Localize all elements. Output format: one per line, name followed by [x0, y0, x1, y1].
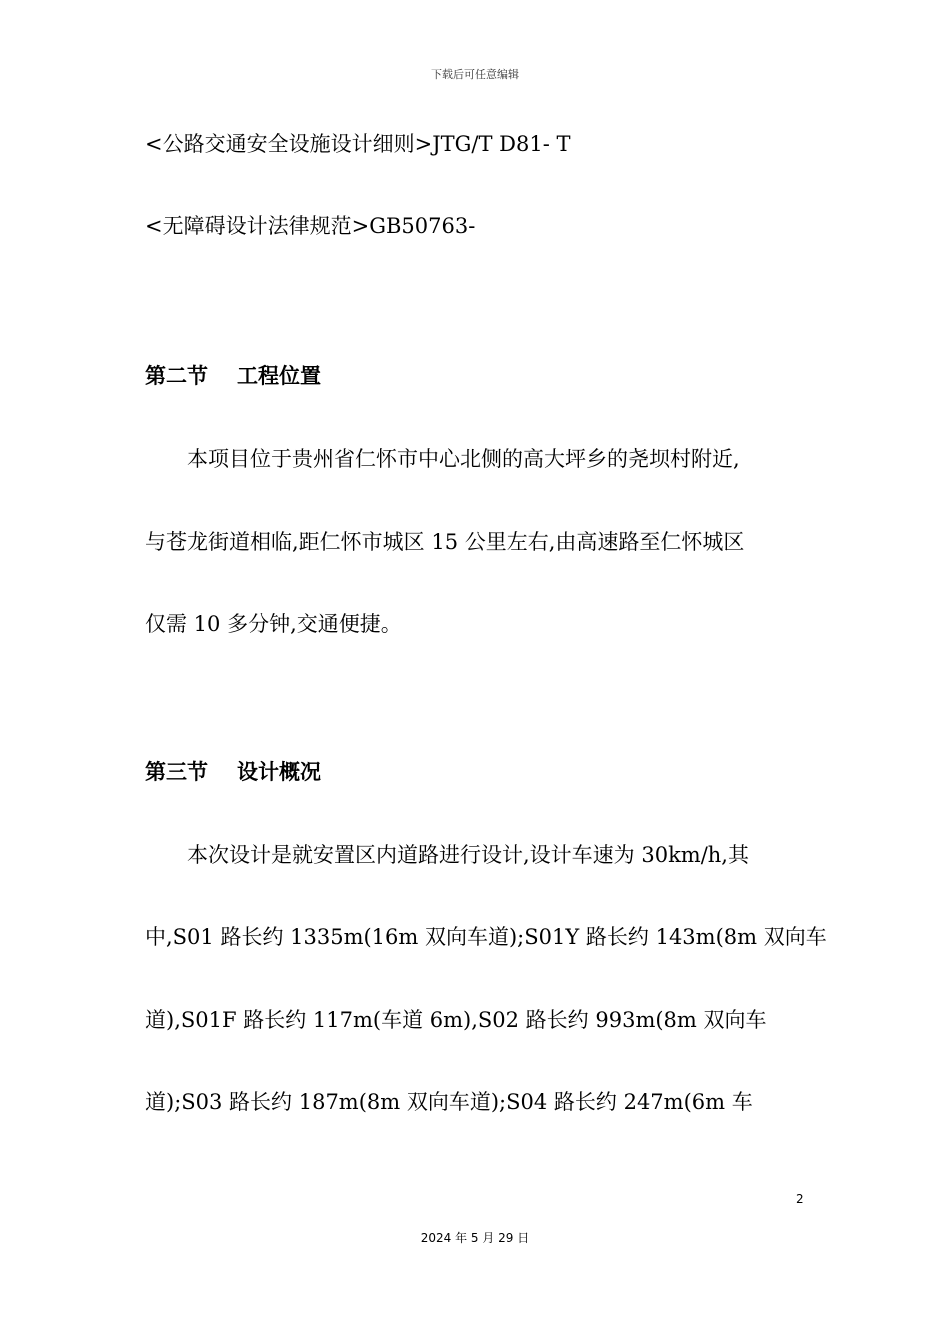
- section-2-title: 工程位置: [237, 364, 321, 388]
- section-3-line-2: 中,S01 路长约 1335m(16m 双向车道);S01Y 路长约 143m(8m 双向车: [145, 925, 827, 949]
- page-number: 2: [796, 1192, 804, 1206]
- reference-line-2: <无障碍设计法律规范>GB50763-: [145, 214, 476, 238]
- section-3-line-4: 道);S03 路长约 187m(8m 双向车道);S04 路长约 247m(6m 车: [145, 1090, 753, 1114]
- footer-date: 2024 年 5 月 29 日: [420, 1231, 530, 1245]
- section-2-line-1: 本项目位于贵州省仁怀市中心北侧的高大坪乡的尧坝村附近,: [187, 447, 740, 471]
- header-note: 下载后可任意编辑: [431, 68, 519, 81]
- reference-line-1: <公路交通安全设施设计细则>JTG/T D81- T: [145, 132, 571, 156]
- section-2-heading: [145, 363, 321, 389]
- section-3-line-1: 本次设计是就安置区内道路进行设计,设计车速为 30km/h,其: [187, 843, 749, 867]
- section-3-heading: [145, 759, 321, 785]
- section-2-line-3: 仅需 10 多分钟,交通便捷。: [145, 612, 402, 636]
- section-3-number: 第三节: [145, 760, 208, 784]
- section-3-title: 设计概况: [237, 760, 321, 784]
- section-2-number: 第二节: [145, 364, 208, 388]
- section-3-line-3: 道),S01F 路长约 117m(车道 6m),S02 路长约 993m(8m 双向车: [145, 1008, 767, 1032]
- section-2-line-2: 与苍龙街道相临,距仁怀市城区 15 公里左右,由高速路至仁怀城区: [145, 530, 745, 554]
